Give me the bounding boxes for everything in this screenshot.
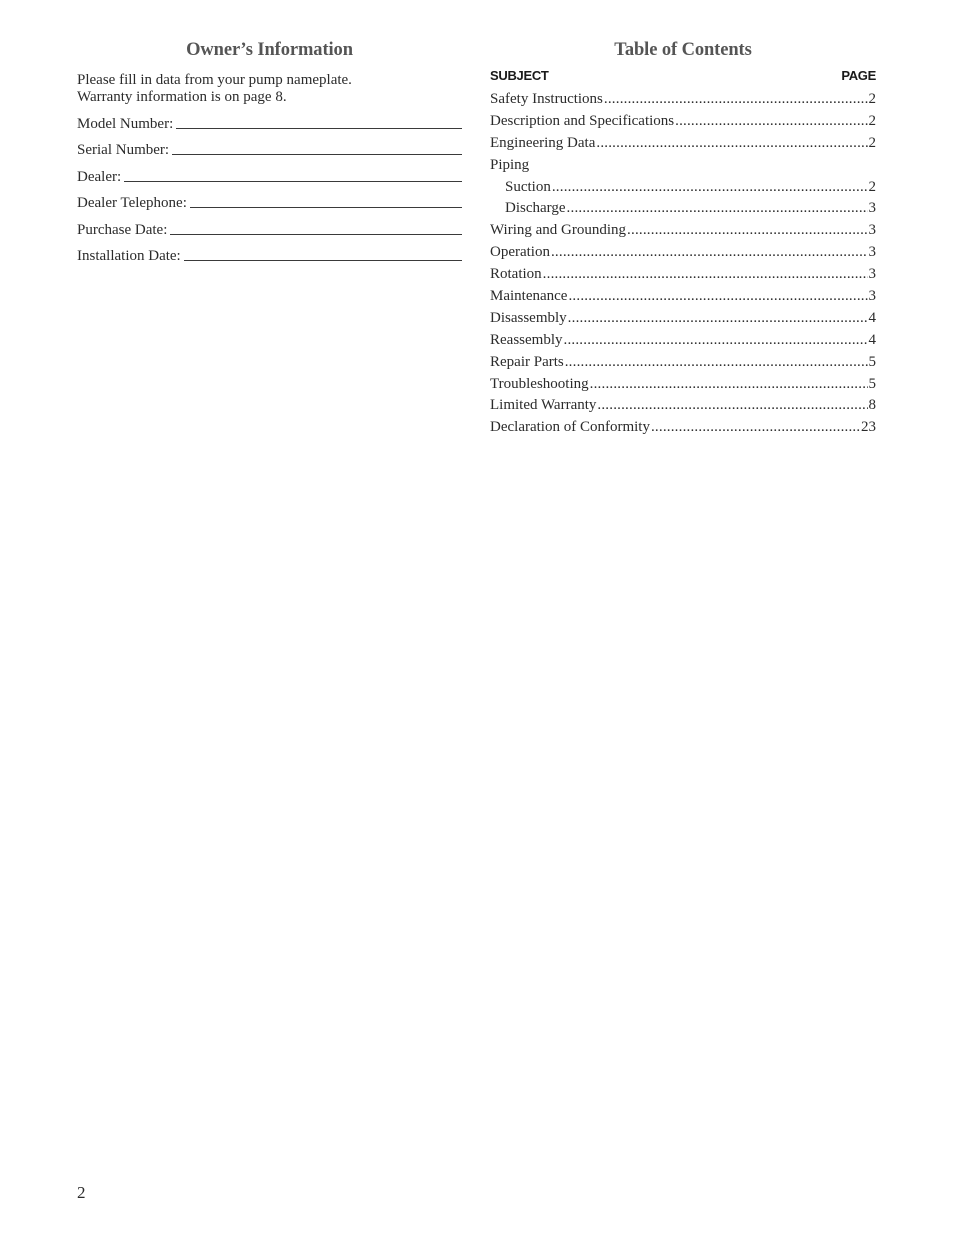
toc-entry-declaration-of-conformity[interactable]: [490, 417, 876, 439]
toc-leader-dots: [675, 111, 867, 133]
toc-leader-dots: [604, 89, 868, 111]
toc-entry-subject: Troubleshooting: [490, 375, 589, 392]
installation-date-field[interactable]: [77, 247, 462, 265]
toc-entry-subject: Wiring and Grounding: [490, 222, 627, 239]
model-number-label: Model Number:: [77, 115, 174, 132]
toc-entry-subject: Repair Parts: [490, 353, 564, 370]
toc-leader-dots: [568, 286, 867, 308]
toc-entry-page: 3: [868, 222, 876, 239]
toc-leader-dots: [552, 177, 868, 199]
toc-entry-subject: Maintenance: [490, 288, 568, 305]
purchase-date-blank-line[interactable]: [170, 234, 462, 235]
serial-number-label: Serial Number:: [77, 142, 170, 158]
toc-page-header: PAGE: [841, 68, 876, 83]
page-number: 2: [77, 1183, 86, 1202]
toc-entry-subject: Suction: [505, 178, 551, 195]
toc-entry-limited-warranty[interactable]: [490, 395, 876, 417]
serial-number-field[interactable]: [77, 141, 462, 159]
toc-entry-page: 3: [868, 288, 876, 305]
toc-entry-subject: Discharge: [505, 200, 566, 217]
intro-line-nameplate: Please fill in data from your pump nameplate.: [77, 72, 352, 88]
toc-entry-subject: Operation: [490, 244, 550, 261]
owners-information-intro: [77, 72, 462, 106]
toc-entry-page: 2: [868, 134, 876, 151]
toc-entry-page: 4: [868, 309, 876, 326]
toc-entry-subject: Limited Warranty: [490, 397, 597, 414]
table-of-contents-section: [490, 38, 876, 439]
dealer-telephone-field[interactable]: [77, 194, 462, 212]
toc-entry-suction[interactable]: [490, 177, 876, 199]
toc-entry-piping[interactable]: [490, 155, 876, 177]
dealer-telephone-blank-line[interactable]: [190, 207, 462, 208]
toc-entry-description-specifications[interactable]: [490, 111, 876, 133]
toc-entry-subject: Safety Instructions: [490, 91, 603, 107]
dealer-telephone-label: Dealer Telephone:: [77, 195, 187, 211]
toc-entry-subject: Piping: [490, 156, 530, 173]
toc-leader-dots: [564, 330, 868, 352]
toc-entry-page: 5: [868, 375, 876, 392]
toc-entry-page: 3: [868, 200, 876, 217]
toc-entry-safety-instructions[interactable]: [490, 89, 876, 111]
purchase-date-label: Purchase Date:: [77, 221, 168, 238]
toc-leader-dots: [565, 352, 868, 374]
purchase-date-field[interactable]: [77, 221, 462, 239]
toc-entry-page: 3: [868, 266, 876, 283]
toc-leader-dots: [543, 264, 868, 286]
toc-entry-wiring-grounding[interactable]: [490, 220, 876, 242]
toc-entry-troubleshooting[interactable]: [490, 374, 876, 396]
toc-leader-dots: [568, 308, 868, 330]
toc-entry-page: 4: [868, 331, 876, 348]
installation-date-blank-line[interactable]: [184, 260, 462, 261]
toc-entry-subject: Reassembly: [490, 331, 563, 348]
toc-entry-subject: Disassembly: [490, 309, 567, 326]
model-number-field[interactable]: [77, 115, 462, 133]
toc-leader-dots: [597, 395, 867, 417]
toc-entry-page: 8: [868, 397, 876, 414]
toc-entry-subject: Description and Specifications: [490, 112, 675, 129]
toc-entry-subject: Rotation: [490, 266, 542, 283]
toc-entry-page: 2: [868, 112, 876, 129]
toc-leader-dots: [627, 220, 867, 242]
dealer-blank-line[interactable]: [124, 181, 462, 182]
toc-entry-discharge[interactable]: [490, 198, 876, 220]
toc-entry-disassembly[interactable]: [490, 308, 876, 330]
owners-information-title: Owner’s Information: [186, 40, 353, 60]
toc-column-headers: [490, 67, 876, 85]
toc-leader-dots: [596, 133, 867, 155]
toc-entry-page: 5: [868, 353, 876, 370]
toc-entry-subject: Declaration of Conformity: [490, 419, 650, 436]
toc-entry-maintenance[interactable]: [490, 286, 876, 308]
toc-entry-operation[interactable]: [490, 242, 876, 264]
dealer-field[interactable]: [77, 168, 462, 186]
toc-leader-dots: [651, 417, 860, 439]
toc-entry-rotation[interactable]: [490, 264, 876, 286]
toc-entry-repair-parts[interactable]: [490, 352, 876, 374]
owners-information-section: [77, 38, 462, 265]
intro-line-warranty: Warranty information is on page 8.: [77, 89, 287, 105]
toc-leader-dots: [590, 374, 868, 396]
toc-entry-page: 2: [868, 91, 876, 107]
toc-entry-reassembly[interactable]: [490, 330, 876, 352]
toc-entry-engineering-data[interactable]: [490, 133, 876, 155]
toc-entry-page: 2: [868, 178, 876, 195]
model-number-blank-line[interactable]: [176, 128, 462, 129]
toc-entry-page: 23: [861, 419, 876, 436]
toc-subject-header: SUBJECT: [490, 68, 549, 83]
toc-entry-subject: Engineering Data: [490, 134, 596, 151]
dealer-label: Dealer:: [77, 168, 122, 185]
table-of-contents-title: Table of Contents: [614, 40, 752, 60]
installation-date-label: Installation Date:: [77, 248, 181, 264]
toc-entry-page: 3: [868, 244, 876, 261]
toc-leader-dots: [567, 198, 868, 220]
toc-leader-dots: [551, 242, 868, 264]
toc-list: [490, 89, 876, 439]
serial-number-blank-line[interactable]: [172, 154, 462, 155]
